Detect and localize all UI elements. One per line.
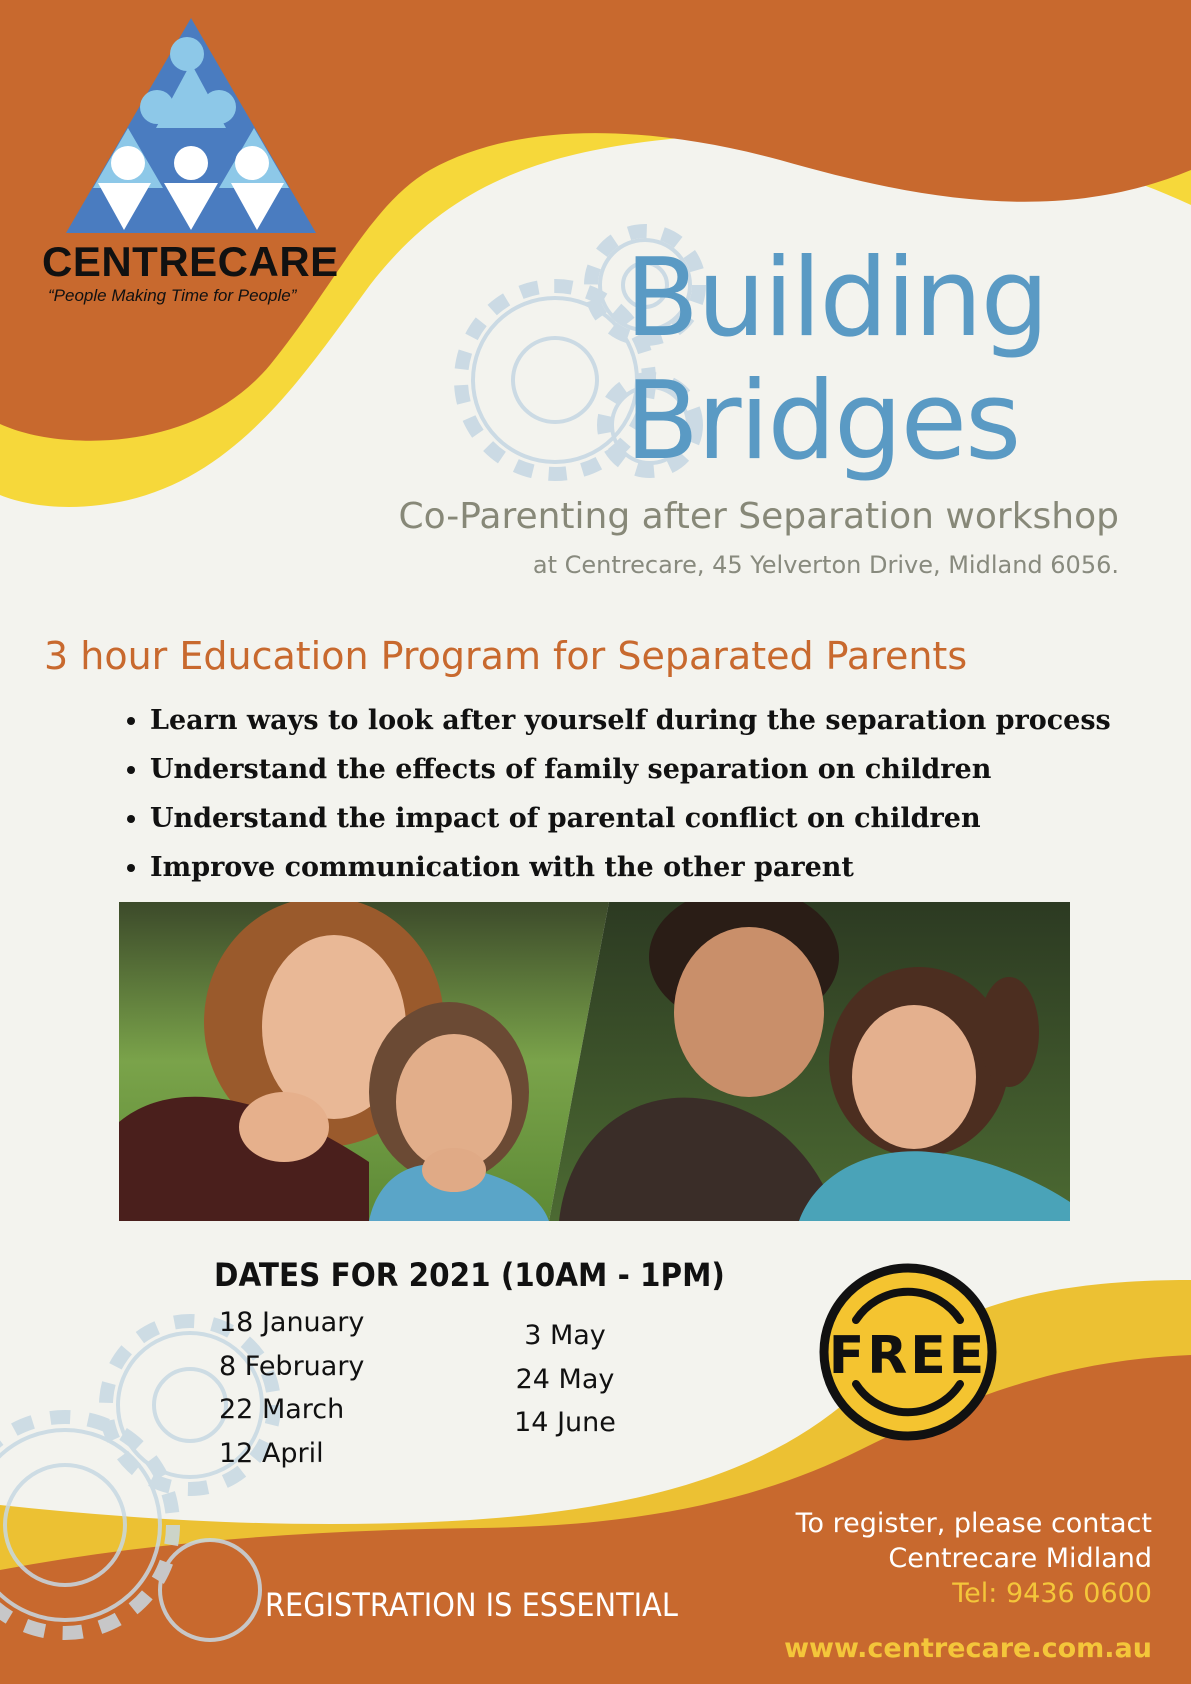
workshop-subtitle: Co-Parenting after Separation workshop — [398, 496, 1119, 537]
family-photo-illustration — [119, 902, 1070, 1221]
date-item: 8 February — [219, 1350, 365, 1382]
dates-heading: DATES FOR 2021 (10AM - 1PM) — [214, 1256, 725, 1294]
date-item: 18 January — [219, 1307, 365, 1338]
date-item: 22 March — [219, 1394, 345, 1425]
benefits-list — [118, 698, 1111, 894]
contact-line-2: Centrecare Midland — [888, 1543, 1152, 1574]
dates-column-1 — [219, 1301, 364, 1475]
workshop-address: at Centrecare, 45 Yelverton Drive, Midland 6056. — [532, 551, 1119, 579]
benefit-item: • Understand the impact of parental conflict on children — [150, 796, 1111, 845]
date-item: 14 June — [514, 1407, 616, 1438]
logo-wordmark: CENTRECARE — [42, 238, 339, 285]
title-line-1: Building — [625, 236, 1048, 361]
benefit-item: • Improve communication with the other parent — [150, 845, 1111, 894]
title-line-2: Bridges — [625, 359, 1020, 484]
benefit-item: • Learn ways to look after yourself during the separation process — [150, 698, 1111, 747]
date-item: 24 May — [515, 1363, 615, 1395]
website-link[interactable]: www.centrecare.com.au — [784, 1633, 1152, 1664]
benefit-item: • Understand the effects of family separation on children — [150, 747, 1111, 796]
contact-line-1: To register, please contact — [795, 1508, 1152, 1539]
registration-note: REGISTRATION IS ESSENTIAL — [265, 1586, 678, 1624]
logo-tagline: “People Making Time for People” — [48, 286, 297, 305]
date-item: 3 May — [524, 1320, 606, 1351]
date-item: 12 April — [219, 1437, 324, 1469]
free-badge-label: FREE — [828, 1326, 988, 1386]
contact-phone: Tel: 9436 0600 — [952, 1578, 1152, 1609]
family-photo — [119, 902, 1070, 1221]
centrecare-logo-icon — [66, 18, 316, 233]
dates-column-2 — [505, 1314, 625, 1445]
program-heading: 3 hour Education Program for Separated Parents — [44, 634, 968, 678]
